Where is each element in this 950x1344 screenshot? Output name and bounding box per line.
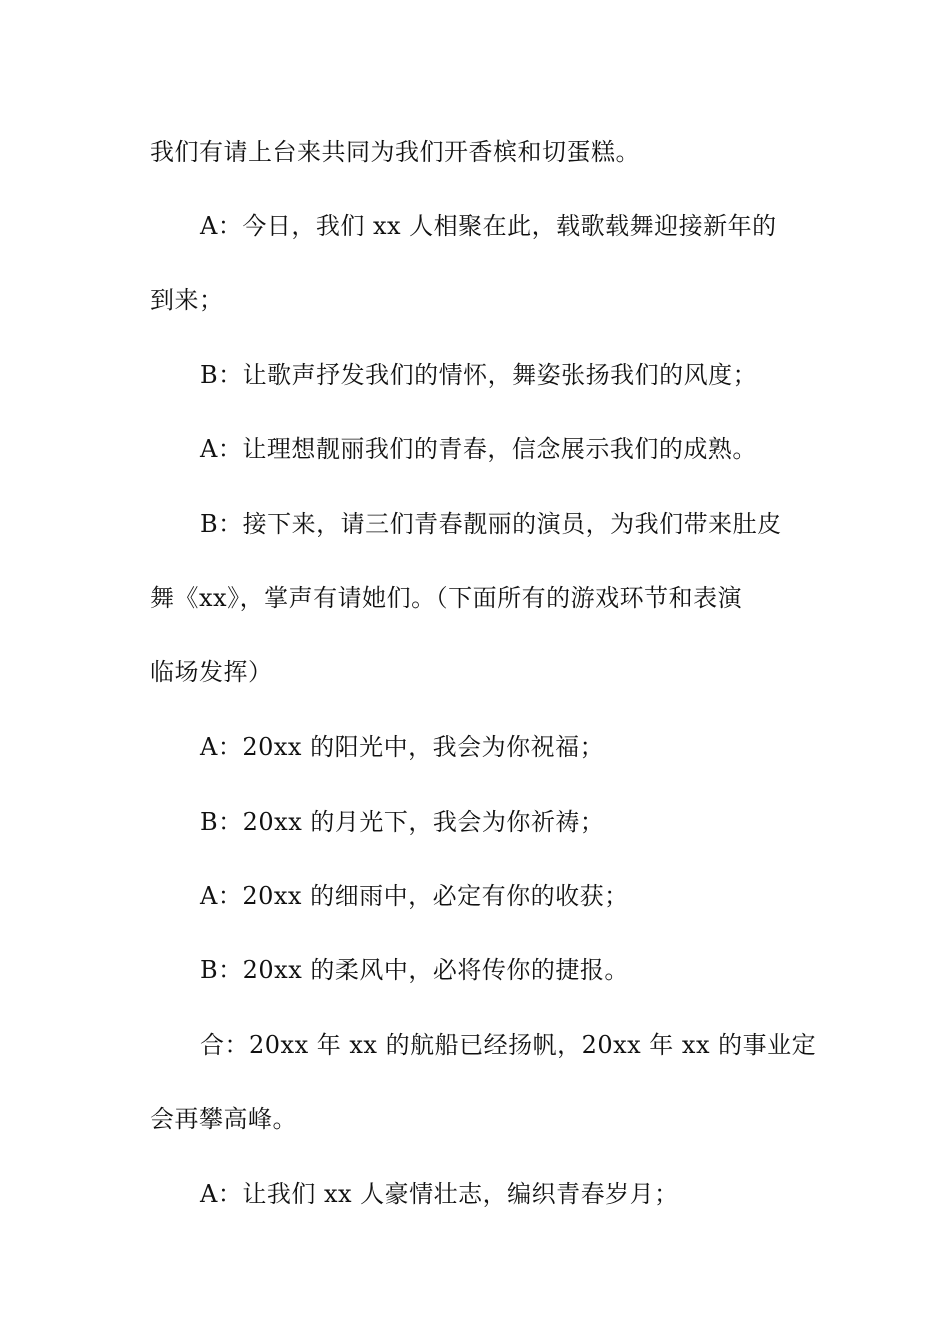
paragraph-line-4: B：让歌声抒发我们的情怀，舞姿张扬我们的风度；	[200, 361, 758, 389]
paragraph-line-8: 临场发挥）	[150, 658, 273, 686]
paragraph-line-3: 到来；	[150, 286, 224, 314]
paragraph-line-12: B：20xx 的柔风中，必将传你的捷报。	[200, 956, 629, 984]
paragraph-line-6: B：接下来，请三们青春靓丽的演员，为我们带来肚皮	[200, 510, 782, 538]
paragraph-line-7: 舞《xx》，掌声有请她们。（下面所有的游戏环节和表演	[150, 584, 743, 612]
paragraph-line-14: 会再攀高峰。	[150, 1105, 297, 1133]
paragraph-line-13: 合：20xx 年 xx 的航船已经扬帆，20xx 年 xx 的事业定	[200, 1031, 817, 1059]
paragraph-line-10: B：20xx 的月光下，我会为你祈祷；	[200, 808, 605, 836]
paragraph-line-11: A：20xx 的细雨中，必定有你的收获；	[200, 882, 629, 910]
paragraph-line-15: A：让我们 xx 人豪情壮志，编织青春岁月；	[200, 1180, 679, 1208]
paragraph-line-9: A：20xx 的阳光中，我会为你祝福；	[200, 733, 605, 761]
paragraph-line-5: A：让理想靓丽我们的青春，信念展示我们的成熟。	[200, 435, 757, 463]
paragraph-line-2: A：今日，我们 xx 人相聚在此，载歌载舞迎接新年的	[200, 212, 777, 240]
paragraph-line-1: 我们有请上台来共同为我们开香槟和切蛋糕。	[150, 138, 640, 166]
